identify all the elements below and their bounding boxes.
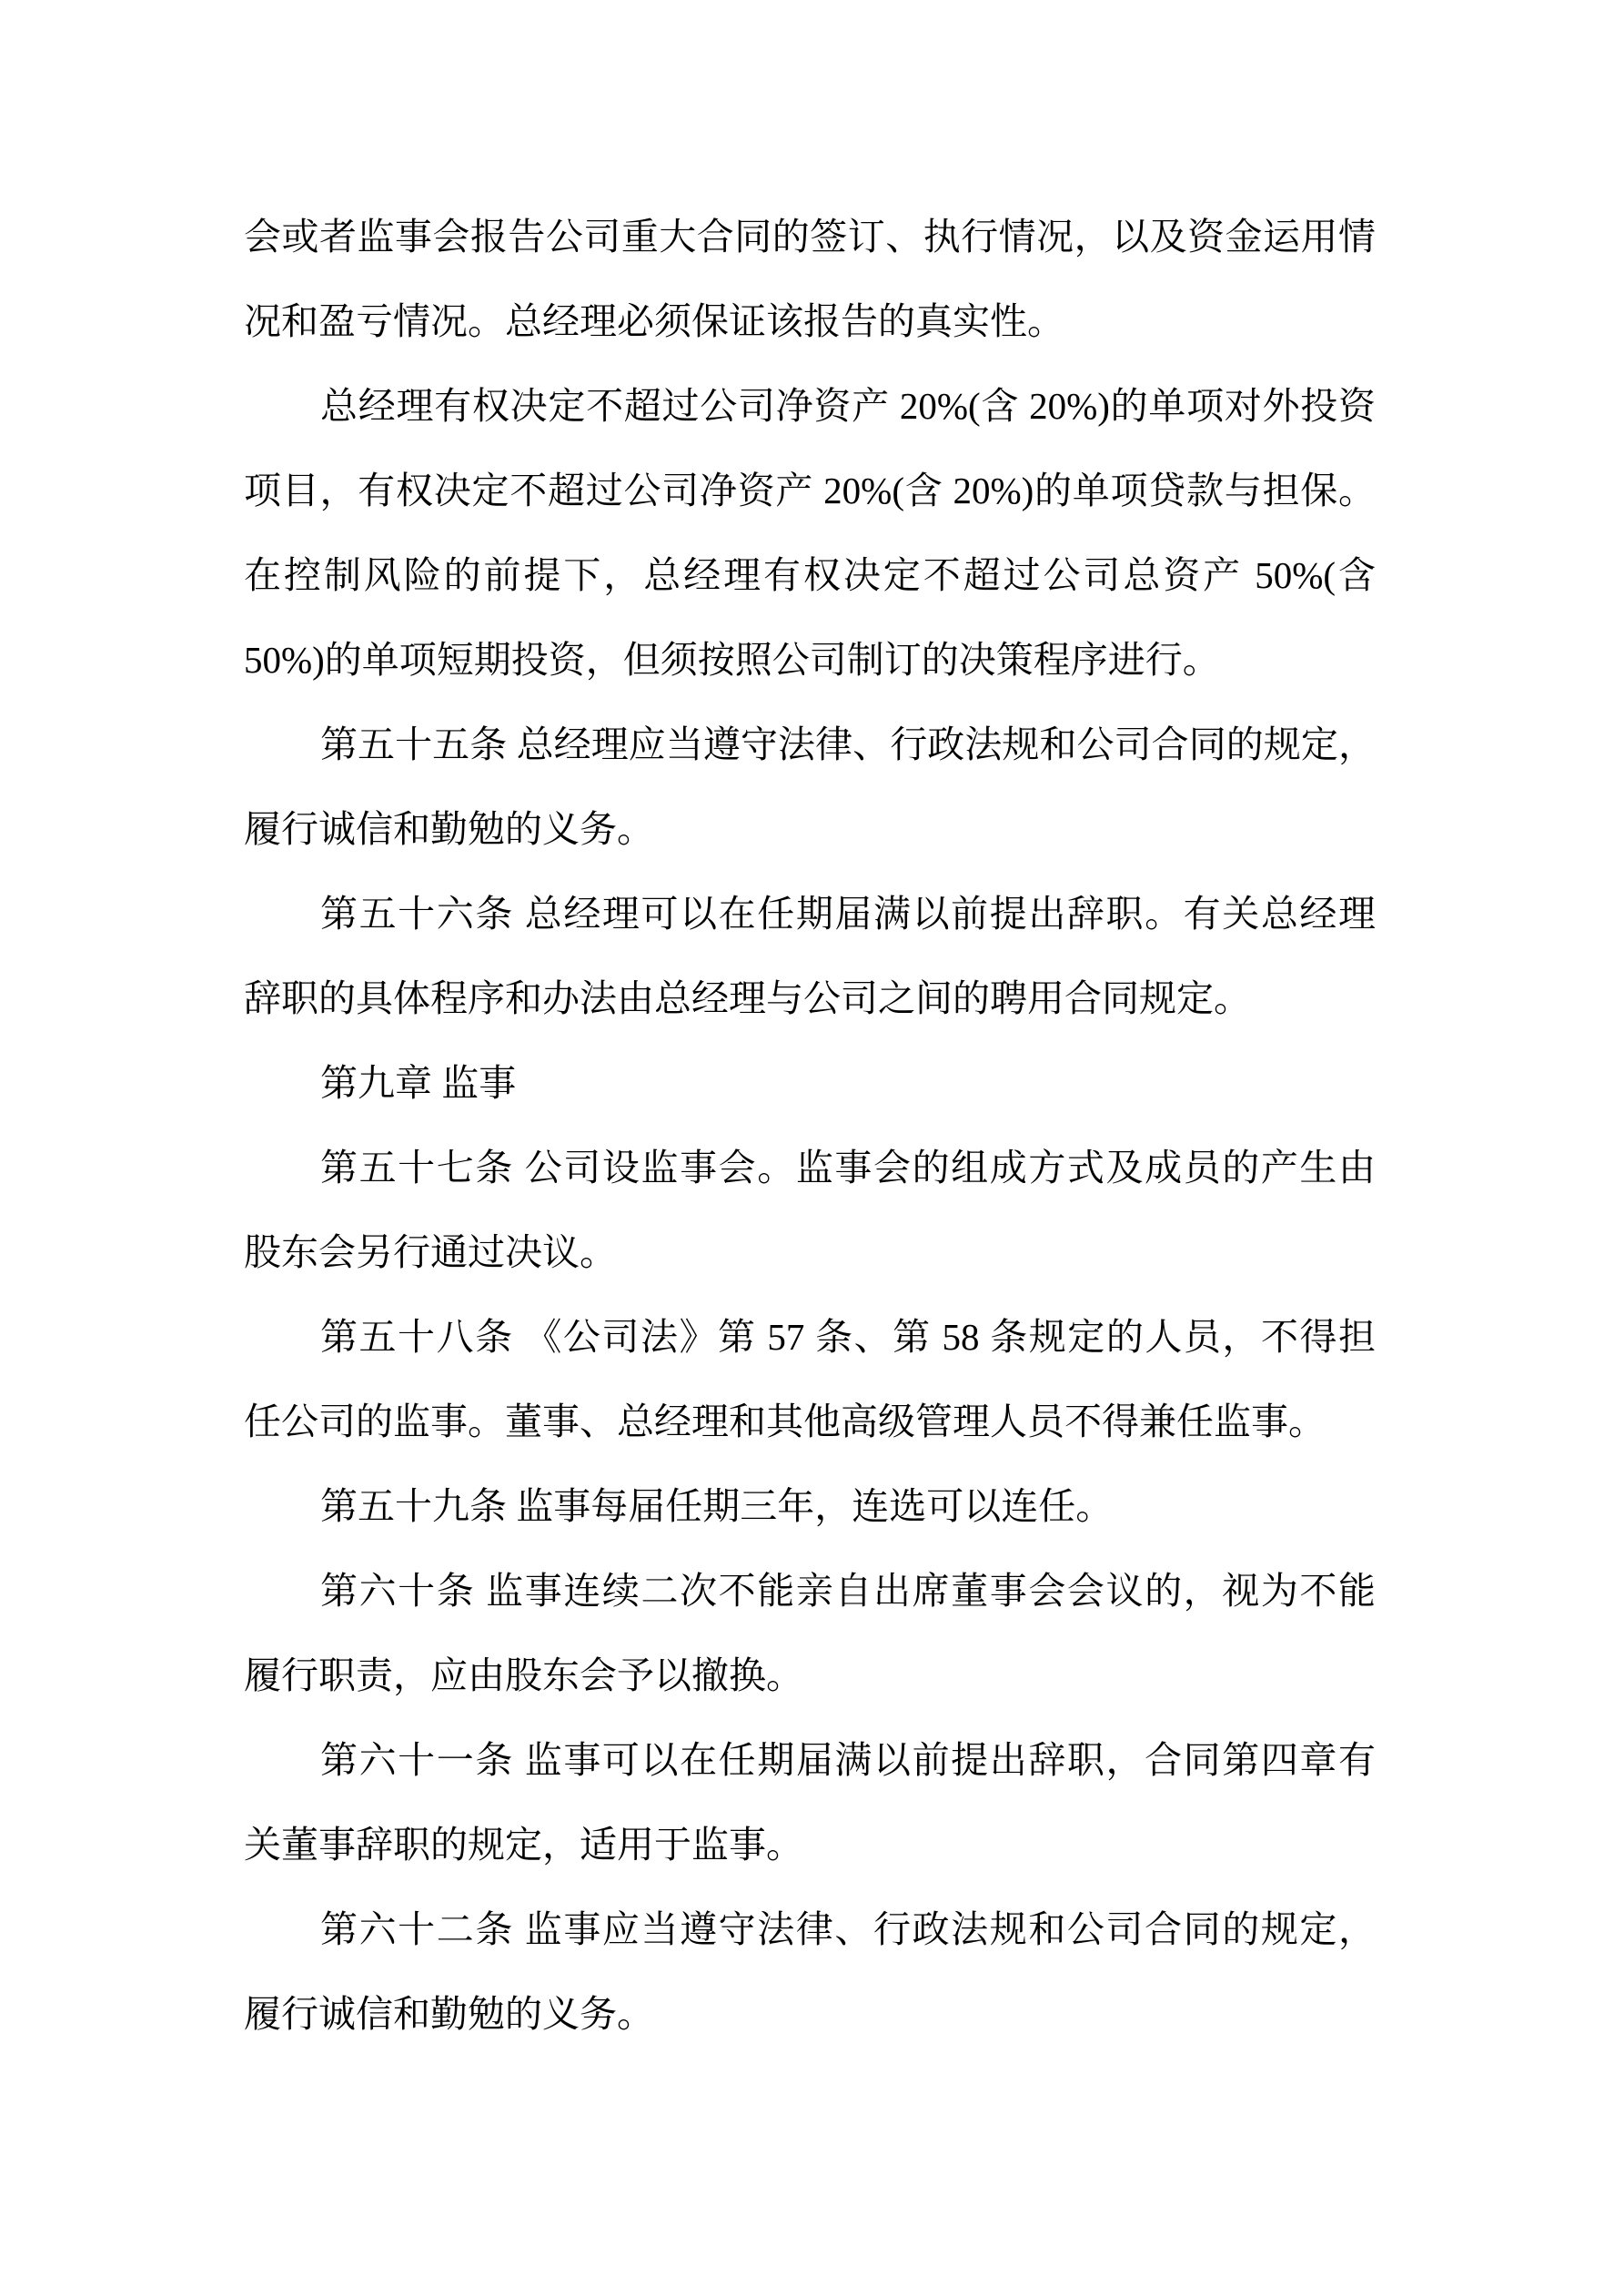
text-line: 第五十五条 总经理应当遵守法律、行政法规和公司合同的规定， [320, 723, 1376, 765]
text-line: 第五十八条 《公司法》第 57 条、第 58 条规定的人员，不得担 [320, 1316, 1376, 1358]
text-line: 第六十一条 监事可以在任期届满以前提出辞职，合同第四章有 [320, 1739, 1376, 1781]
text-line: 关董事辞职的规定，适用于监事。 [244, 1824, 803, 1866]
text-line: 任公司的监事。董事、总经理和其他高级管理人员不得兼任监事。 [244, 1401, 1326, 1442]
text-line: 项目，有权决定不超过公司净资产 20%(含 20%)的单项贷款与担保。 [244, 470, 1376, 511]
text-line: 况和盈亏情况。总经理必须保证该报告的真实性。 [244, 300, 1064, 342]
text-line: 履行诚信和勤勉的义务。 [244, 1993, 654, 2035]
document-body [244, 195, 1376, 2057]
text-line: 50%)的单项短期投资，但须按照公司制订的决策程序进行。 [244, 639, 1220, 681]
text-line: 第六十二条 监事应当遵守法律、行政法规和公司合同的规定， [320, 1908, 1376, 1950]
text-line: 第五十七条 公司设监事会。监事会的组成方式及成员的产生由 [320, 1147, 1376, 1188]
text-line: 辞职的具体程序和办法由总经理与公司之间的聘用合同规定。 [244, 977, 1251, 1019]
text-line: 第九章 监事 [320, 1062, 517, 1104]
text-line: 履行职责，应由股东会予以撤换。 [244, 1654, 803, 1696]
text-line: 履行诚信和勤勉的义务。 [244, 808, 654, 850]
text-line: 第六十条 监事连续二次不能亲自出席董事会会议的，视为不能 [320, 1570, 1376, 1612]
text-line: 会或者监事会报告公司重大合同的签订、执行情况，以及资金运用情 [244, 216, 1376, 258]
text-line: 股东会另行通过决议。 [244, 1231, 617, 1273]
text-line: 在控制风险的前提下，总经理有权决定不超过公司总资产 50%(含 [244, 554, 1376, 596]
text-line: 第五十六条 总经理可以在任期届满以前提出辞职。有关总经理 [320, 893, 1376, 935]
text-line: 第五十九条 监事每届任期三年，连选可以连任。 [320, 1485, 1114, 1527]
text-line: 总经理有权决定不超过公司净资产 20%(含 20%)的单项对外投资 [320, 385, 1376, 427]
